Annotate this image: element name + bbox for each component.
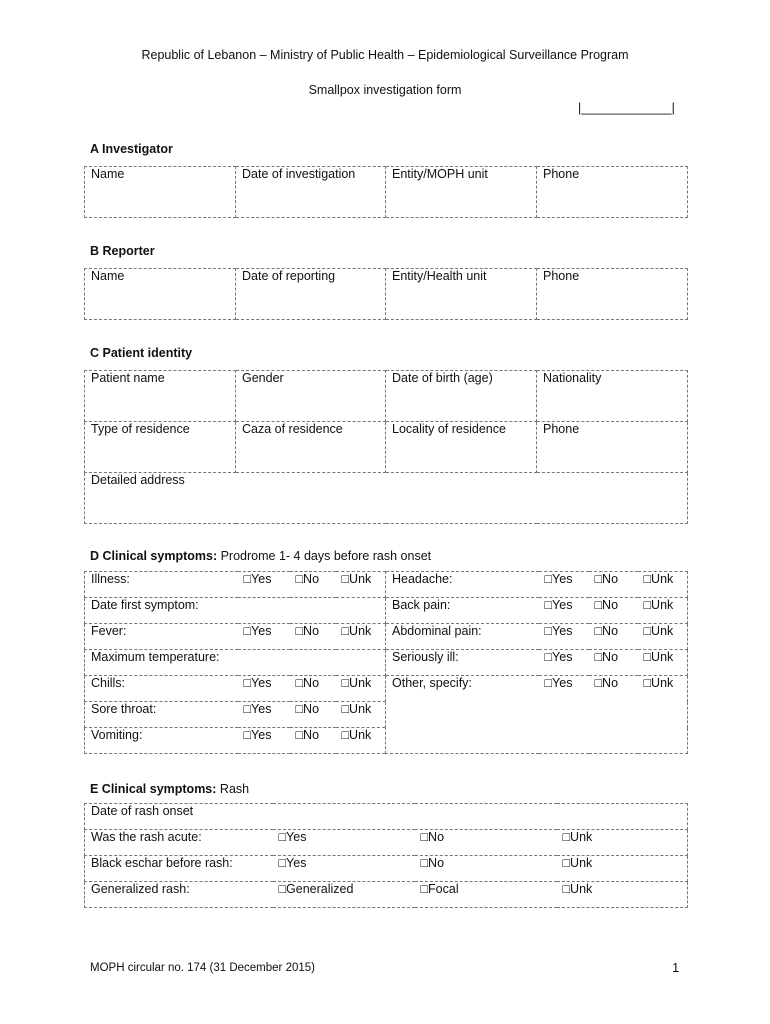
patient-phone-field[interactable]: Phone — [537, 422, 688, 473]
fever-no-checkbox[interactable]: □No — [290, 624, 336, 650]
generalized-rash-generalized-checkbox[interactable]: □Generalized — [273, 882, 415, 908]
headache-yes-checkbox[interactable]: □Yes — [539, 572, 589, 598]
black-eschar-no-checkbox[interactable]: □No — [415, 856, 557, 882]
vomiting-unk-checkbox[interactable]: □Unk — [336, 728, 386, 754]
section-b-heading: B Reporter — [90, 244, 155, 258]
illness-unk-checkbox[interactable]: □Unk — [336, 572, 386, 598]
investigator-name-field[interactable]: Name — [85, 167, 236, 218]
illness-label: Illness: — [85, 572, 238, 598]
detailed-address-field[interactable]: Detailed address — [85, 473, 688, 524]
fever-label: Fever: — [85, 624, 238, 650]
rash-onset-date-field[interactable]: Date of rash onset — [85, 804, 688, 830]
sore-throat-no-checkbox[interactable]: □No — [290, 702, 336, 728]
caza-field[interactable]: Caza of residence — [236, 422, 386, 473]
illness-yes-checkbox[interactable]: □Yes — [238, 572, 290, 598]
sore-throat-label: Sore throat: — [85, 702, 238, 728]
rash-acute-unk-checkbox[interactable]: □Unk — [557, 830, 688, 856]
rash-acute-yes-checkbox[interactable]: □Yes — [273, 830, 415, 856]
generalized-rash-label: Generalized rash: — [85, 882, 273, 908]
form-title: Smallpox investigation form — [308, 83, 462, 97]
footer-circular: MOPH circular no. 174 (31 December 2015) — [90, 962, 315, 974]
section-e-title: E Clinical symptoms: — [90, 782, 217, 796]
chills-label: Chills: — [85, 676, 238, 702]
fever-unk-checkbox[interactable]: □Unk — [336, 624, 386, 650]
chills-unk-checkbox[interactable]: □Unk — [336, 676, 386, 702]
back-pain-no-checkbox[interactable]: □No — [589, 598, 638, 624]
section-d-title: D Clinical symptoms: — [90, 549, 218, 563]
seriously-ill-no-checkbox[interactable]: □No — [589, 650, 638, 676]
black-eschar-yes-checkbox[interactable]: □Yes — [273, 856, 415, 882]
document-title: Republic of Lebanon – Ministry of Public Health – Epidemiological Surveillance Program — [141, 48, 629, 62]
prodrome-symptoms-table — [84, 571, 688, 754]
sore-throat-unk-checkbox[interactable]: □Unk — [336, 702, 386, 728]
abdominal-pain-yes-checkbox[interactable]: □Yes — [539, 624, 589, 650]
section-e-heading — [90, 782, 249, 796]
other-yes-checkbox[interactable]: □Yes — [539, 676, 589, 754]
vomiting-no-checkbox[interactable]: □No — [290, 728, 336, 754]
other-no-checkbox[interactable]: □No — [589, 676, 638, 754]
gender-field[interactable]: Gender — [236, 371, 386, 422]
section-a-heading: A Investigator — [90, 142, 173, 156]
reporting-date-field[interactable]: Date of reporting — [236, 269, 386, 320]
date-of-birth-field[interactable]: Date of birth (age) — [386, 371, 537, 422]
chills-yes-checkbox[interactable]: □Yes — [238, 676, 290, 702]
locality-field[interactable]: Locality of residence — [386, 422, 537, 473]
sore-throat-yes-checkbox[interactable]: □Yes — [238, 702, 290, 728]
illness-no-checkbox[interactable]: □No — [290, 572, 336, 598]
generalized-rash-unk-checkbox[interactable]: □Unk — [557, 882, 688, 908]
section-e-subtitle: Rash — [216, 782, 250, 796]
headache-no-checkbox[interactable]: □No — [589, 572, 638, 598]
rash-table — [84, 803, 688, 908]
investigator-entity-field[interactable]: Entity/MOPH unit — [386, 167, 537, 218]
vomiting-label: Vomiting: — [85, 728, 238, 754]
max-temperature-field[interactable]: Maximum temperature: — [85, 650, 386, 676]
seriously-ill-label: Seriously ill: — [386, 650, 539, 676]
back-pain-label: Back pain: — [386, 598, 539, 624]
abdominal-pain-no-checkbox[interactable]: □No — [589, 624, 638, 650]
date-first-symptom-field[interactable]: Date first symptom: — [85, 598, 386, 624]
rash-acute-label: Was the rash acute: — [85, 830, 273, 856]
black-eschar-unk-checkbox[interactable]: □Unk — [557, 856, 688, 882]
investigator-phone-field[interactable]: Phone — [537, 167, 688, 218]
patient-identity-table — [84, 370, 688, 524]
headache-label: Headache: — [386, 572, 539, 598]
other-specify-field[interactable]: Other, specify: — [386, 676, 539, 754]
reporter-table — [84, 268, 688, 320]
residence-type-field[interactable]: Type of residence — [85, 422, 236, 473]
reporter-name-field[interactable]: Name — [85, 269, 236, 320]
page-number: 1 — [672, 960, 680, 975]
reporter-entity-field[interactable]: Entity/Health unit — [386, 269, 537, 320]
generalized-rash-focal-checkbox[interactable]: □Focal — [415, 882, 557, 908]
form-id-field[interactable]: |_____________| — [578, 101, 675, 115]
section-c-heading: C Patient identity — [90, 346, 193, 360]
abdominal-pain-unk-checkbox[interactable]: □Unk — [638, 624, 688, 650]
reporter-phone-field[interactable]: Phone — [537, 269, 688, 320]
back-pain-unk-checkbox[interactable]: □Unk — [638, 598, 688, 624]
fever-yes-checkbox[interactable]: □Yes — [238, 624, 290, 650]
headache-unk-checkbox[interactable]: □Unk — [638, 572, 688, 598]
seriously-ill-unk-checkbox[interactable]: □Unk — [638, 650, 688, 676]
nationality-field[interactable]: Nationality — [537, 371, 688, 422]
seriously-ill-yes-checkbox[interactable]: □Yes — [539, 650, 589, 676]
investigation-date-field[interactable]: Date of investigation — [236, 167, 386, 218]
black-eschar-label: Black eschar before rash: — [85, 856, 273, 882]
vomiting-yes-checkbox[interactable]: □Yes — [238, 728, 290, 754]
back-pain-yes-checkbox[interactable]: □Yes — [539, 598, 589, 624]
chills-no-checkbox[interactable]: □No — [290, 676, 336, 702]
abdominal-pain-label: Abdominal pain: — [386, 624, 539, 650]
patient-name-field[interactable]: Patient name — [85, 371, 236, 422]
section-d-heading — [90, 549, 431, 563]
section-d-subtitle: Prodrome 1- 4 days before rash onset — [217, 549, 432, 563]
rash-acute-no-checkbox[interactable]: □No — [415, 830, 557, 856]
other-unk-checkbox[interactable]: □Unk — [638, 676, 688, 754]
investigator-table — [84, 166, 688, 218]
